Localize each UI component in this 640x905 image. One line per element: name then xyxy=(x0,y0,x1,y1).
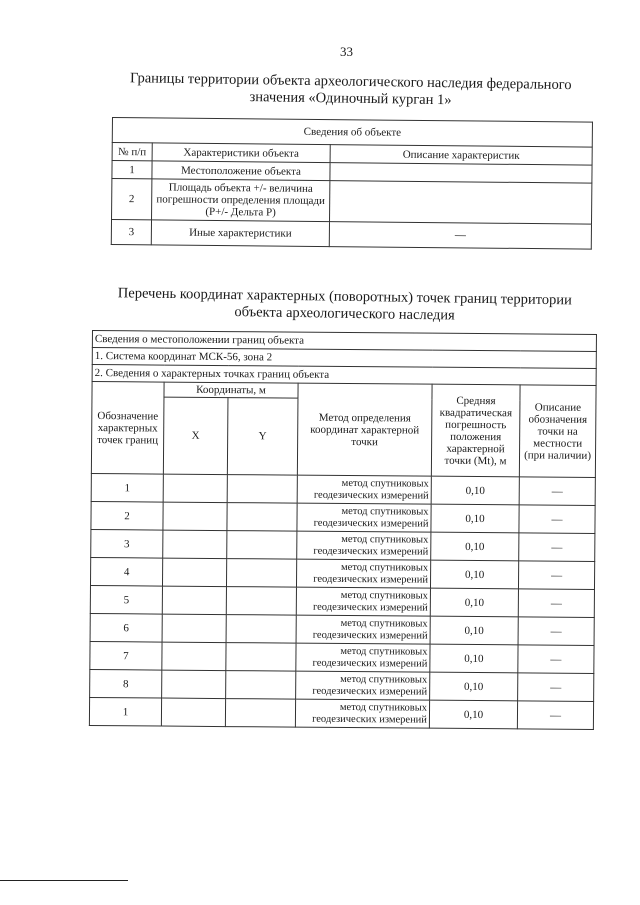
coordinate-x xyxy=(162,642,226,671)
table-row xyxy=(90,585,594,617)
table-row xyxy=(91,529,595,561)
coordinate-x xyxy=(162,586,226,615)
coordinate-y xyxy=(225,699,295,728)
header-x: X xyxy=(163,397,228,475)
header-point-description: Описание обозначения точки на местности (при наличии) xyxy=(519,385,596,478)
accuracy-cell: 0,10 xyxy=(429,700,517,729)
accuracy-cell: 0,10 xyxy=(431,476,519,505)
header-coordinates: Координаты, м xyxy=(164,382,298,398)
method-cell: метод спутниковых геодезических измерений xyxy=(296,587,430,616)
point-number: 3 xyxy=(91,529,163,558)
header-point-designation: Обозначение характерных точек границ xyxy=(91,382,164,475)
point-number: 4 xyxy=(90,557,162,586)
section-characteristic-points: 2. Сведения о характерных точках границ объекта xyxy=(92,365,596,386)
point-description-cell: — xyxy=(517,701,593,730)
point-description-cell: — xyxy=(518,673,594,702)
row-characteristic: Местоположение объекта xyxy=(152,161,330,181)
method-cell: метод спутниковых геодезических измерений xyxy=(297,531,431,560)
accuracy-cell: 0,10 xyxy=(430,560,518,589)
point-description-cell: — xyxy=(518,617,594,646)
method-cell: метод спутниковых геодезических измерений xyxy=(296,671,430,700)
point-number: 8 xyxy=(90,669,162,698)
point-number: 1 xyxy=(91,473,163,502)
coordinate-y xyxy=(226,559,296,588)
header-accuracy: Средняя квадратическая погрешность положения характерной точки (Mt), м xyxy=(431,384,520,477)
coordinate-y xyxy=(227,531,297,560)
header-number: № п/п xyxy=(112,143,152,161)
accuracy-cell: 0,10 xyxy=(430,616,518,645)
row-description xyxy=(330,181,592,225)
table-row xyxy=(91,473,595,505)
object-info-caption: Сведения об объекте xyxy=(112,118,592,148)
section-coordinate-system: 1. Система координат МСК-56, зона 2 xyxy=(92,348,596,369)
coordinate-y xyxy=(227,475,297,504)
object-info-table xyxy=(111,117,593,250)
coordinate-x xyxy=(162,614,226,643)
coordinate-x xyxy=(163,530,227,559)
coordinate-y xyxy=(226,587,296,616)
header-description: Описание характеристик xyxy=(330,145,592,166)
method-cell: метод спутниковых геодезических измерений xyxy=(296,615,430,644)
row-description: — xyxy=(329,222,591,250)
point-description-cell: — xyxy=(518,645,594,674)
document-title: Границы территории объекта археологического наследия федерального значения «Одиночный курган 1» xyxy=(129,70,572,109)
table-row xyxy=(90,557,594,589)
header-method: Метод определения координат характерной точки xyxy=(297,383,432,476)
accuracy-cell: 0,10 xyxy=(430,588,518,617)
row-characteristic: Площадь объекта +/- величина погрешности определения площади (Р+/- Дельта Р) xyxy=(152,179,330,222)
accuracy-cell: 0,10 xyxy=(430,644,518,673)
method-cell: метод спутниковых геодезических измерений xyxy=(296,559,430,588)
row-number: 1 xyxy=(112,161,152,179)
method-cell: метод спутниковых геодезических измерений xyxy=(296,643,430,672)
point-number: 6 xyxy=(90,613,162,642)
table-row xyxy=(111,220,591,250)
coordinates-table xyxy=(89,330,597,730)
table-row xyxy=(91,501,595,533)
accuracy-cell: 0,10 xyxy=(430,672,518,701)
table-row xyxy=(89,697,593,729)
header-characteristic: Характеристики объекта xyxy=(152,143,330,163)
object-info-table-wrapper xyxy=(111,117,593,250)
table-row xyxy=(90,641,594,673)
point-description-cell: — xyxy=(519,477,595,506)
header-y: Y xyxy=(227,398,298,476)
point-number: 1 xyxy=(89,697,161,726)
row-number: 3 xyxy=(111,220,151,245)
coordinate-y xyxy=(226,643,296,672)
coordinate-x xyxy=(161,698,225,727)
point-description-cell: — xyxy=(518,561,594,590)
point-number: 5 xyxy=(90,585,162,614)
coordinates-title: Перечень координат характерных (поворотных) точек границ территории объекта археологического наследия xyxy=(117,285,572,324)
table-row xyxy=(112,179,592,225)
coordinate-y xyxy=(227,503,297,532)
coordinate-y xyxy=(226,615,296,644)
method-cell: метод спутниковых геодезических измерений xyxy=(297,475,431,504)
coordinate-x xyxy=(162,670,226,699)
page-number: 33 xyxy=(340,44,353,59)
row-number: 2 xyxy=(112,179,152,220)
method-cell: метод спутниковых геодезических измерений xyxy=(297,503,431,532)
section-boundary-location: Сведения о местоположении границ объекта xyxy=(92,331,596,352)
table-row xyxy=(90,669,594,701)
point-description-cell: — xyxy=(519,533,595,562)
point-description-cell: — xyxy=(518,589,594,618)
table-row xyxy=(90,613,594,645)
point-number: 7 xyxy=(90,641,162,670)
coordinate-x xyxy=(163,474,227,503)
method-cell: метод спутниковых геодезических измерений xyxy=(295,699,429,728)
coordinates-table-wrapper xyxy=(89,330,597,730)
accuracy-cell: 0,10 xyxy=(431,504,519,533)
point-description-cell: — xyxy=(519,505,595,534)
coordinate-x xyxy=(163,502,227,531)
coordinate-y xyxy=(226,671,296,700)
accuracy-cell: 0,10 xyxy=(431,532,519,561)
point-number: 2 xyxy=(91,501,163,530)
footer-divider xyxy=(0,880,128,881)
coordinate-x xyxy=(162,558,226,587)
row-characteristic: Иные характеристики xyxy=(151,220,329,247)
